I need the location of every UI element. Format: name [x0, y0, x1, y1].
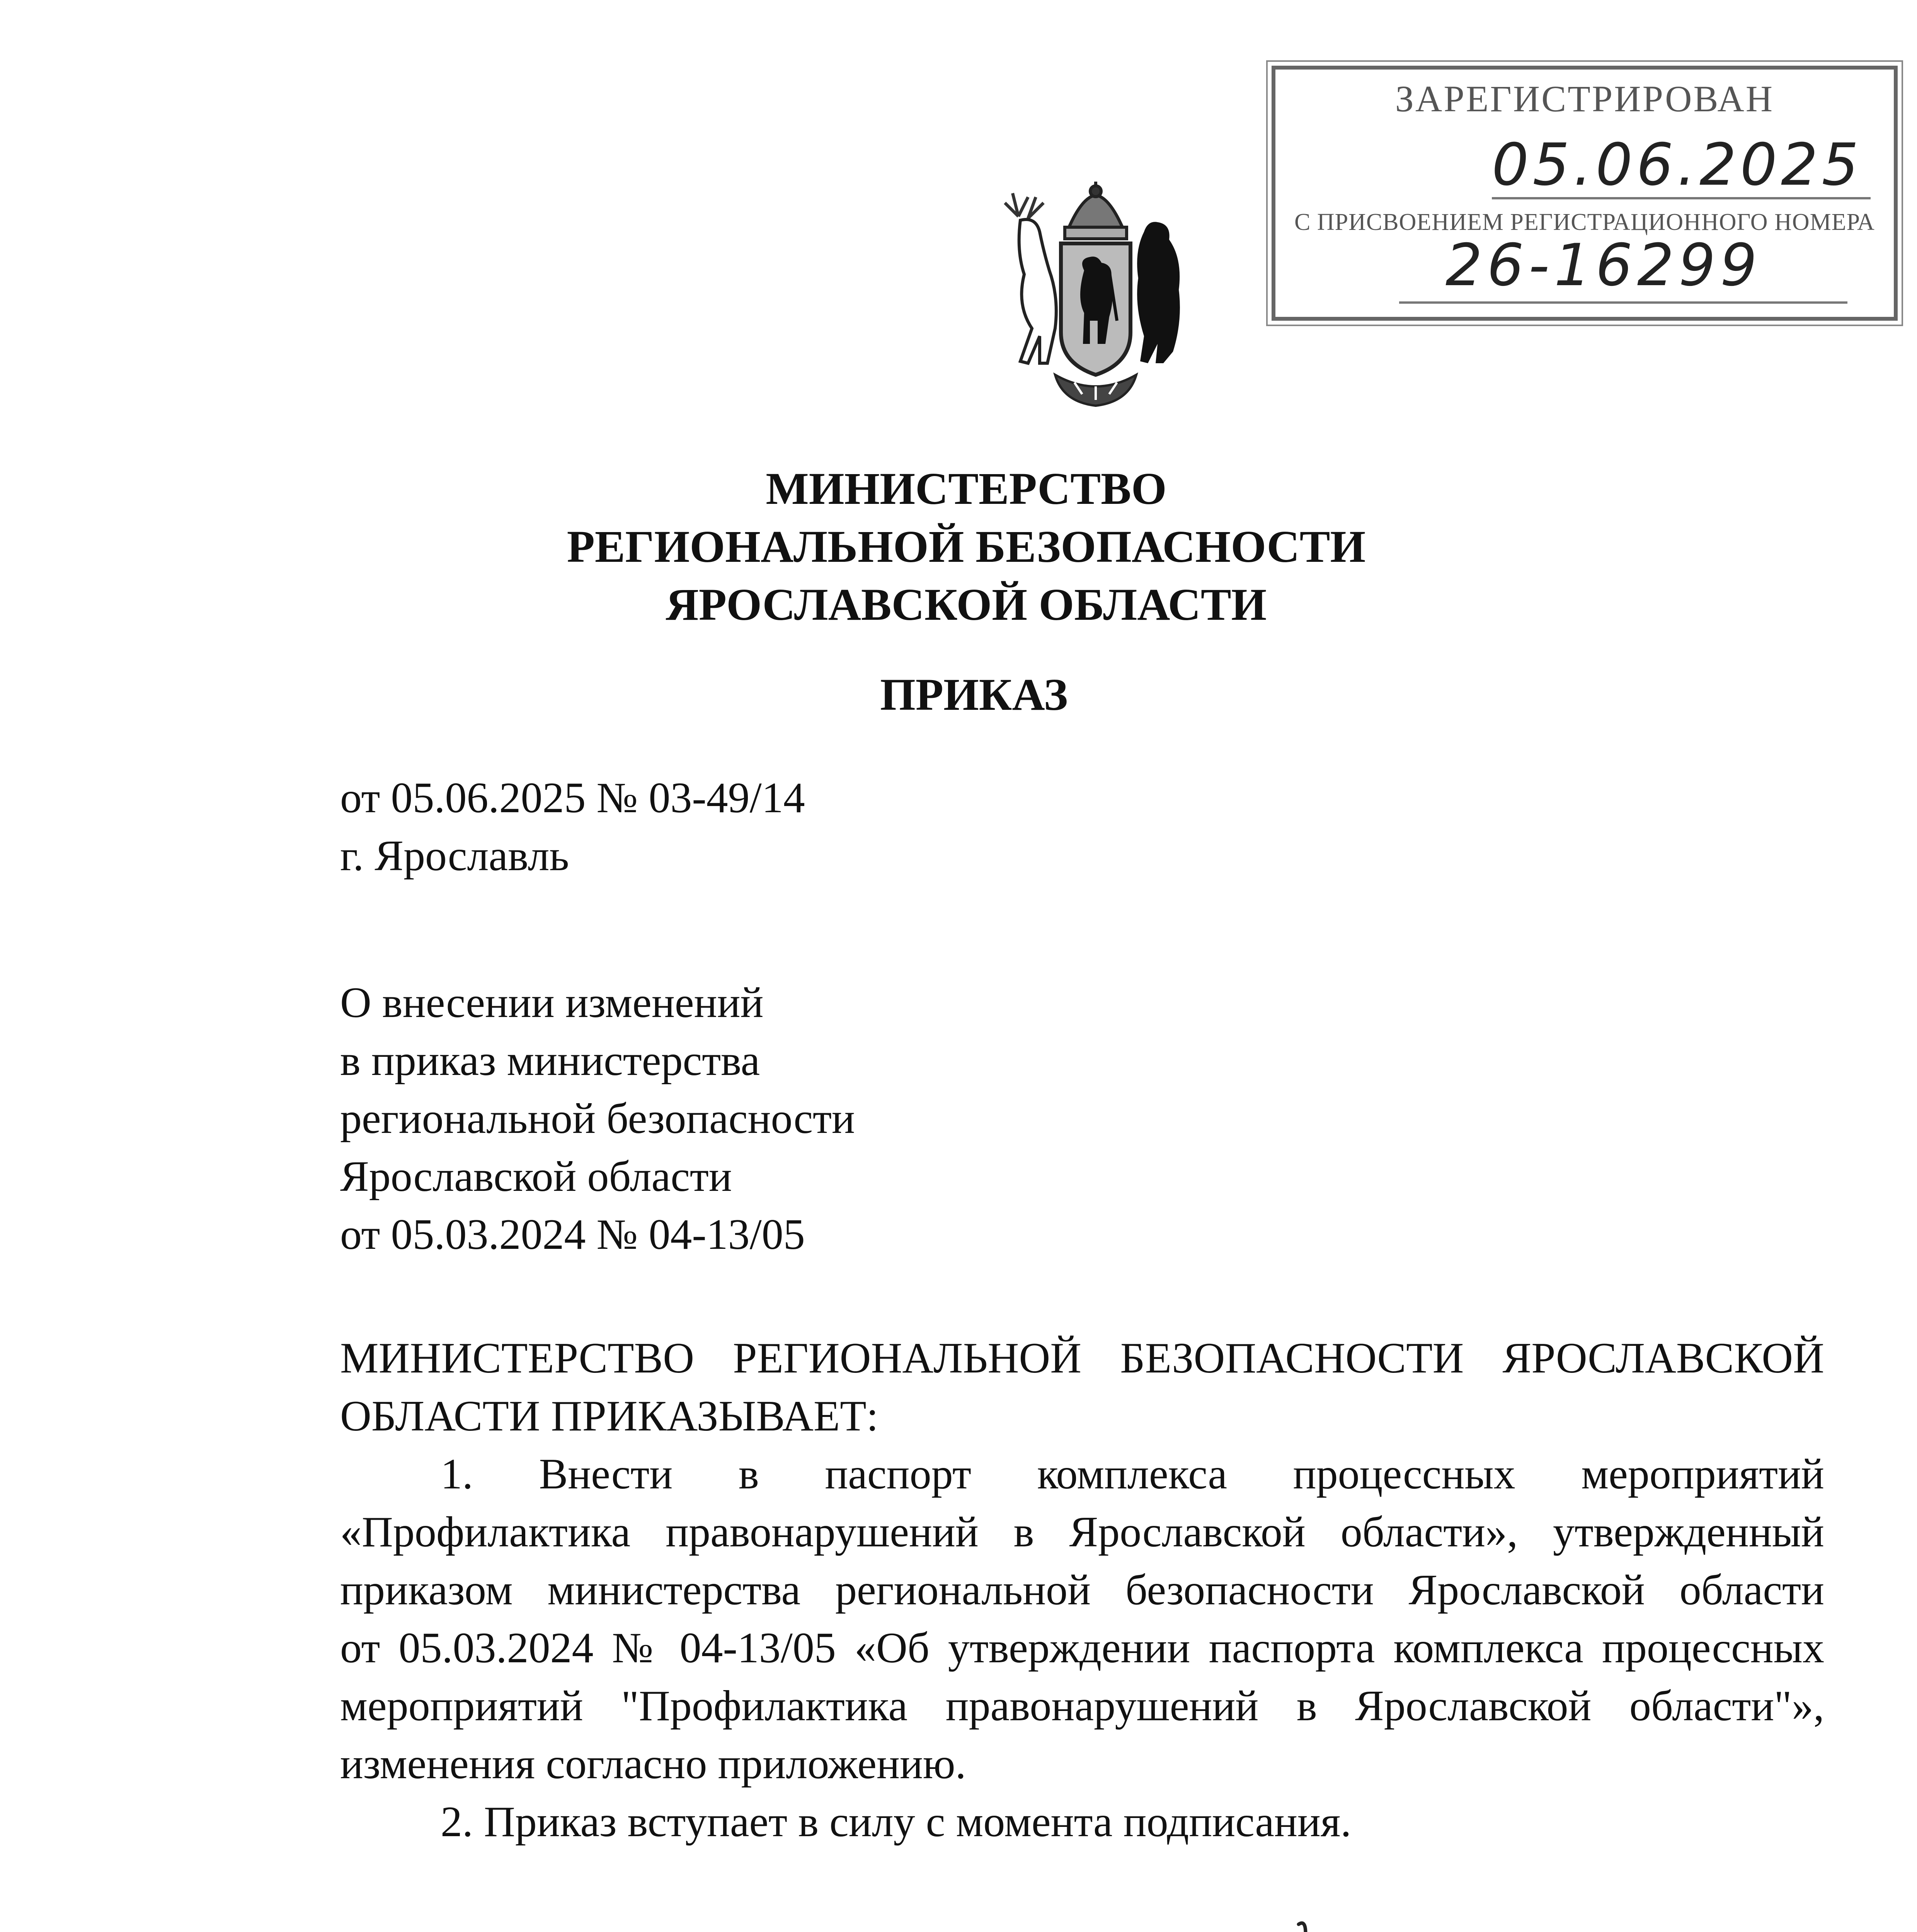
- subject-line: в приказ министерства: [340, 1037, 760, 1085]
- header-line-2: РЕГИОНАЛЬНОЙ БЕЗОПАСНОСТИ: [567, 521, 1366, 572]
- subject-line: О внесении изменений: [340, 979, 764, 1027]
- item-1-line: мероприятий "Профилактика правонарушений в Ярославской области"»,: [340, 1682, 1824, 1730]
- subject-line: региональной безопасности: [340, 1095, 855, 1143]
- item-2: 2. Приказ вступает в силу с момента подписания.: [441, 1798, 1352, 1846]
- stamp-date: 05.06.2025: [1492, 131, 1863, 199]
- stamp-sub-label: С ПРИСВОЕНИЕМ РЕГИСТРАЦИОННОГО НОМЕРА: [1294, 209, 1875, 235]
- header-line-3: ЯРОСЛАВСКОЙ ОБЛАСТИ: [666, 579, 1267, 630]
- stamp-date-underline: [1492, 197, 1871, 199]
- item-1-line: «Профилактика правонарушений в Ярославской области», утвержденный: [340, 1508, 1824, 1556]
- item-1-line: изменения согласно приложению.: [340, 1740, 966, 1788]
- registration-stamp: [1272, 66, 1898, 321]
- date-number: от 05.06.2025 № 03-49/14: [340, 774, 805, 822]
- header-line-1: МИНИСТЕРСТВО: [766, 463, 1167, 514]
- item-1-line: от 05.03.2024 № 04-13/05 «Об утверждении паспорта комплекса процессных: [340, 1624, 1824, 1672]
- stamp-number: 26-16299: [1445, 232, 1762, 299]
- subject-line: Ярославской области: [340, 1153, 732, 1201]
- preamble-line: МИНИСТЕРСТВО РЕГИОНАЛЬНОЙ БЕЗОПАСНОСТИ ЯРОСЛАВСКОЙ: [340, 1334, 1824, 1382]
- subject-line: от 05.03.2024 № 04-13/05: [340, 1211, 805, 1259]
- stamp-heading: ЗАРЕГИСТРИРОВАН: [1395, 78, 1774, 119]
- preamble-line: ОБЛАСТИ ПРИКАЗЫВАЕТ:: [340, 1392, 878, 1440]
- city: г. Ярославль: [340, 832, 569, 880]
- item-1-line: приказом министерства региональной безопасности Ярославской области: [340, 1566, 1824, 1614]
- document-subject: [340, 974, 855, 1264]
- coat-of-arms-icon: [982, 182, 1210, 413]
- ministry-header: [0, 460, 1917, 634]
- handwritten-signature: [1094, 1913, 1388, 1932]
- document-meta: [340, 769, 805, 885]
- document-title: ПРИКАЗ: [880, 669, 1068, 720]
- document-body: [340, 1329, 1824, 1851]
- stamp-number-underline: [1399, 301, 1847, 304]
- item-1-line: 1. Внести в паспорт комплекса процессных мероприятий: [441, 1450, 1824, 1498]
